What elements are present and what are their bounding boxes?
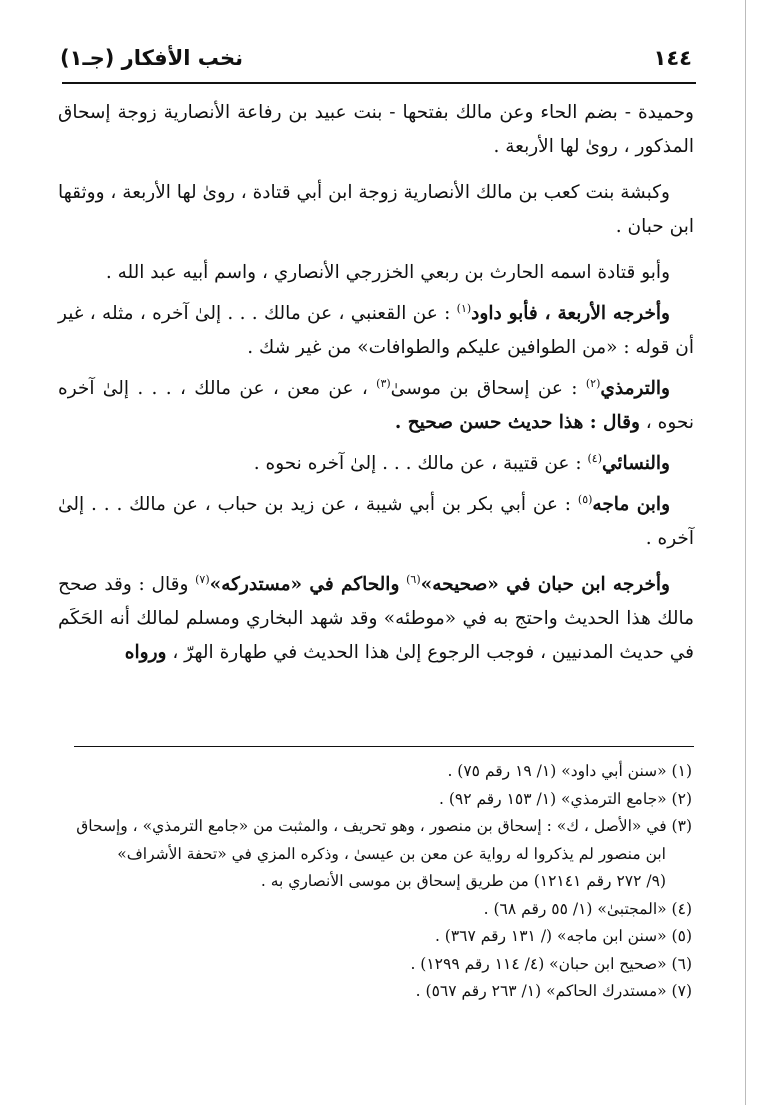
- page-number: ١٤٤: [653, 46, 692, 70]
- source-name: والنسائي: [601, 453, 670, 474]
- continuation-word: ورواه: [124, 642, 167, 663]
- paragraph-text: : عن قتيبة ، عن مالك . . . إلىٰ آخره نحوه .: [253, 453, 582, 474]
- header-divider: [62, 82, 696, 84]
- footnote-ref: (٢): [585, 377, 601, 390]
- paragraph-kabsha: وكبشة بنت كعب بن مالك الأنصارية زوجة ابن أبي قتادة ، روىٰ لها الأربعة ، ووثقها ابن حبان .: [58, 182, 694, 237]
- paragraph-text: : عن القعنبي ، عن مالك . . . إلىٰ آخره ، مثله ، غير أن قوله : «من الطوافين عليكم والطوافات» من غير شك .: [58, 303, 694, 358]
- footnote-ref: (٧): [195, 573, 210, 586]
- source-name: والترمذي: [600, 378, 670, 399]
- footnote-7: (٧) «مستدرك الحاكم» (١/ ٢٦٣ رقم ٥٦٧) .: [415, 982, 692, 1000]
- source-name: والحاكم في «مستدركه»: [209, 574, 400, 595]
- footnote-3: (٣) في «الأصل ، ك» : إسحاق بن منصور ، وهو تحريف ، والمثبت من «جامع الترمذي» ، وإسحاق: [76, 817, 692, 835]
- main-text: [58, 96, 694, 677]
- paragraph-nasai: [58, 447, 694, 481]
- source-name: وابن ماجه: [592, 494, 671, 515]
- footnote-3-line-2: ابن منصور لم يذكروا له رواية عن معن بن عيسىٰ ، وذكره المزي في «تحفة الأشراف»: [117, 844, 666, 863]
- footnote-2: (٢) «جامع الترمذي» (١/ ١٥٣ رقم ٩٢) .: [438, 789, 692, 808]
- footnote-ref: (٦): [406, 573, 421, 586]
- footnote-ref: (٣): [376, 377, 391, 390]
- paragraph-ibn-hibban: [58, 568, 694, 670]
- paragraph-ibn-majah: [58, 488, 694, 556]
- footnote-4: (٤) «المجتبىٰ» (١/ ٥٥ رقم ٦٨) .: [483, 899, 692, 918]
- ruling-text: وقال : هذا حديث حسن صحيح .: [394, 412, 640, 433]
- footnote-divider: [74, 746, 694, 747]
- paragraph-text: : عن أبي بكر بن أبي شيبة ، عن زيد بن حباب ، عن مالك . . . إلىٰ آخره .: [58, 494, 694, 549]
- paragraph-text: : عن إسحاق بن موسىٰ: [390, 378, 578, 399]
- paragraph-abu-dawud: [58, 297, 694, 365]
- footnote-5: (٥) «سنن ابن ماجه» (/ ١٣١ رقم ٣٦٧) .: [434, 927, 692, 945]
- footnotes: [60, 758, 692, 1006]
- footnote-3-line-3: (٩/ ٢٧٢ رقم ١٢١٤١) من طريق إسحاق بن موسى الأنصاري به .: [260, 872, 666, 890]
- footnote-ref: (١): [456, 302, 472, 315]
- footnote-ref: (٤): [587, 452, 602, 465]
- footnote-6: (٦) «صحيح ابن حبان» (٤/ ١١٤ رقم ١٢٩٩) .: [410, 954, 692, 973]
- source-name: وأخرجه الأربعة ، فأبو داود: [471, 303, 670, 324]
- paragraph-abu-qatada: وأبو قتادة اسمه الحارث بن ربعي الخزرجي الأنصاري ، واسم أبيه عبد الله .: [105, 262, 670, 283]
- paragraph-text: وقال : وقد صحح مالك هذا الحديث واحتج به في «موطئه» وقد شهد البخاري ومسلم لمالك أنه الحَكَم في حديث المدنيين ، فوجب الرجوع إلىٰ هذا الحديث في طهارة الهرّ ،: [58, 574, 694, 663]
- page-header: [60, 38, 692, 78]
- book-title: نخب الأفكار (جـ١): [60, 46, 243, 70]
- page-edge: [745, 0, 746, 1105]
- footnote-ref: (٥): [577, 493, 593, 506]
- paragraph-tirmidhi: [58, 372, 694, 440]
- paragraph-hamida: وحميدة - بضم الحاء وعن مالك بفتحها - بنت عبيد بن رفاعة الأنصارية زوجة إسحاق المذكور ، روىٰ لها الأربعة .: [58, 102, 694, 157]
- footnote-1: (١) «سنن أبي داود» (١/ ١٩ رقم ٧٥) .: [447, 762, 692, 780]
- source-name: وأخرجه ابن حبان في «صحيحه»: [420, 574, 670, 595]
- paragraph-text: ، عن معن ، عن مالك ، . . . إلىٰ آخره نحوه ،: [58, 378, 694, 433]
